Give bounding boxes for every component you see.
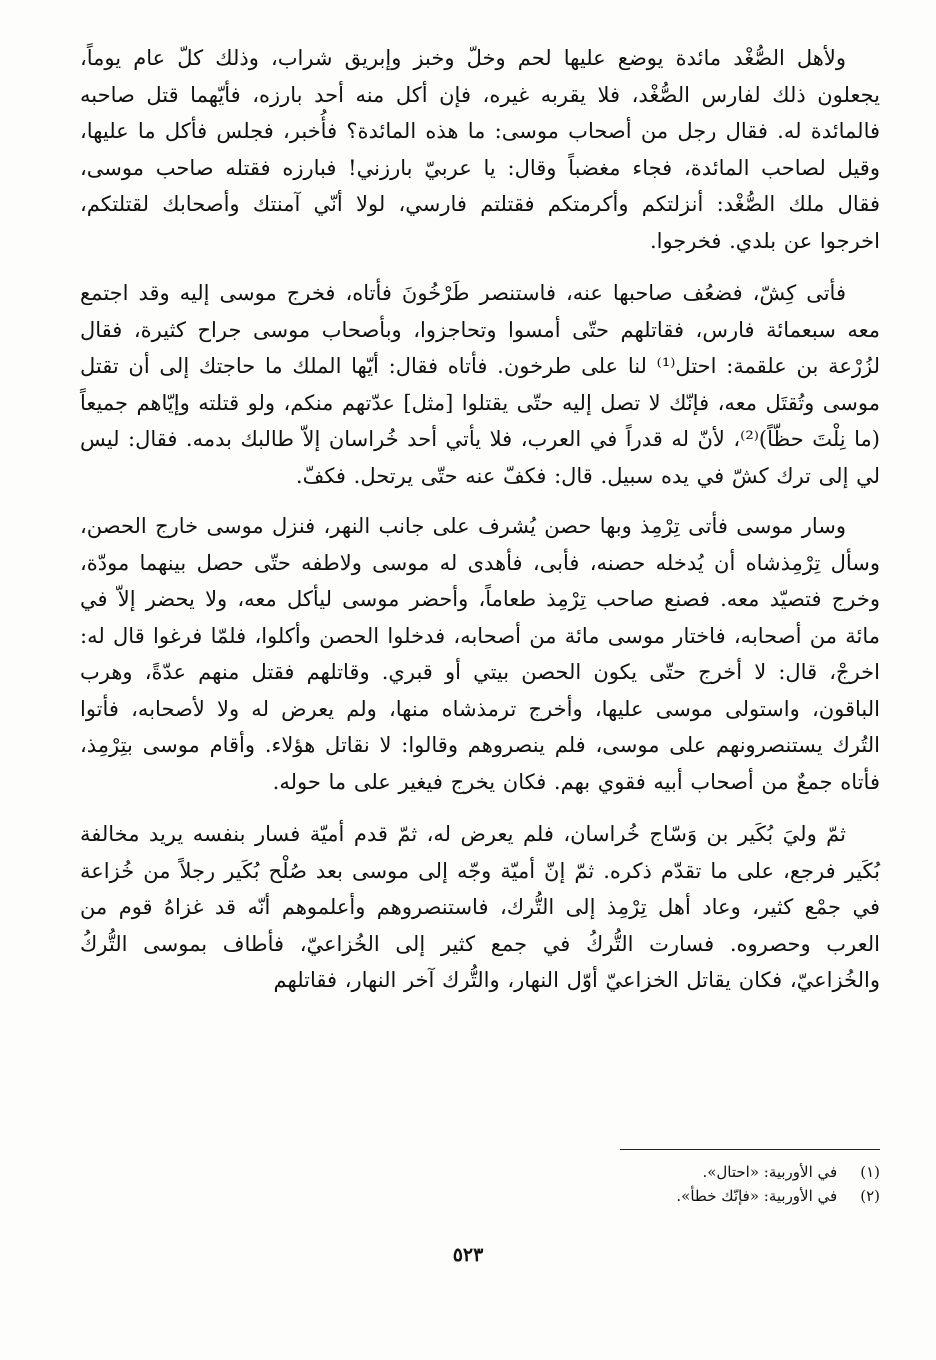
- footnote-divider: [620, 1149, 880, 1150]
- footnote-2: [380, 1184, 880, 1208]
- paragraph-1: ولأهل الصُّغْد مائدة يوضع عليها لحم وخلّ وخبز وإبريق شراب، وذلك كلّ عام يوماً، يجعلون ذلك لفارس الصُّغْد، فلا يقربه غيره، فإن أكل منه أحد بارزه، فأيّهما قتل صاحبه فالمائدة له. فقال رجل من أصحاب موسى: ما هذه المائدة؟ فأُخبر، فجلس فأكل ما عليها، وقيل لصاحب المائدة، فجاء مغضباً وقال: يا عربيّ بارزني! فبارزه فقتله صاحب موسى، فقال ملك الصُّغْد: أنزلتكم وأكرمتكم فقتلتم فارسي، لولا أنّي آمنتك وأصحابك لقتلتكم، اخرجوا عن بلدي. فخرجوا.: [80, 46, 880, 253]
- main-text: [80, 40, 880, 1015]
- paragraph-3: وسار موسى فأتى تِرْمِذ وبها حصن يُشرف على جانب النهر، فنزل موسى خارج الحصن، وسأل تِرْمِذشاه أن يُدخله حصنه، فأبى، فأهدى له موسى ولاطفه حتّى حصل بينهما مودّة، وخرج فتصيّد معه. فصنع صاحب تِرْمِذ طعاماً، وأحضر موسى ليأكل معه، ولا يحضر إلاّ في مائة من أصحابه، فاختار موسى مائة من أصحابه، فدخلوا الحصن وأكلوا، فلمّا فرغوا قال له: اخرجْ، قال: لا أخرج حتّى يكون الحصن بيتي أو قبري. وقاتلهم فقتل منهم عدّةً، وهرب الباقون، واستولى موسى عليها، وأخرج ترمذشاه منها، ولم يعرض له ولا لأصحابه، فأتوا التُرك يستنصرونهم على موسى، فلم ينصروهم وقالوا: لا نقاتل هؤلاء. وأقام موسى بتِرْمِذ، فأتاه جمعٌ من أصحاب أبيه فقوي بهم. فكان يخرج فيغير على ما حوله.: [80, 514, 880, 794]
- footnote-text: في الأوربية: «فإنّك خطأ».: [676, 1187, 838, 1205]
- paragraph-2: فأتى كِشّ، فضعُف صاحبها عنه، فاستنصر طَرْخُونَ فأتاه، فخرج موسى إليه وقد اجتمع معه سبعمائة فارس، فقاتلهم حتّى أمسوا وتحاجزوا، وبأصحاب موسى جراح كثيرة، فقال لزُرْعة بن علقمة: احتل⁽¹⁾ لنا على طرخون. فأتاه فقال: أيّها الملك ما حاجتك إلى أن تقتل موسى وتُقتَل معه، فإنّك لا تصل إليه حتّى يقتلوا [مثل] عدّتهم منكم، ولو قتلته وإيّاهم جميعاً (ما نِلْتَ حظّاً)⁽²⁾، لأنّ له قدراً في العرب، فلا يأتي أحد خُراسان إلاّ طالبك بدمه. فقال: ليس لي إلى ترك كشّ في يده سبيل. قال: فكفّ عنه حتّى يرتحل. فكفّ.: [80, 281, 880, 488]
- page-number: ٥٢٣: [452, 1244, 484, 1266]
- footnote-text: في الأوربية: «احتال».: [702, 1163, 838, 1181]
- footnote-number: (١): [860, 1163, 880, 1181]
- paragraph-4: ثمّ وليَ بُكَير بن وَسّاج خُراسان، فلم يعرض له، ثمّ قدم أميّة فسار بنفسه يريد مخالفة بُكَير فرجع، على ما تقدّم ذكره. ثمّ إنّ أميّة وجّه إلى موسى بعد صُلْح بُكَير رجلاً من خُزاعة في جمْع كثير، وعاد أهل تِرْمِذ إلى التُّرك، فاستنصروهم وأعلموهم أنّه قد غزاهُ قوم من العرب وحصروه. فسارت التُّركُ في جمع كثير إلى الخُزاعيّ، فأطاف بموسى التُّركُ والخُزاعيّ، فكان يقاتل الخزاعيّ أوّل النهار، والتُّرك آخر النهار، فقاتلهم: [80, 822, 880, 992]
- footnote-1: [380, 1160, 880, 1184]
- footnote-number: (٢): [860, 1187, 880, 1205]
- footnotes: [380, 1160, 880, 1208]
